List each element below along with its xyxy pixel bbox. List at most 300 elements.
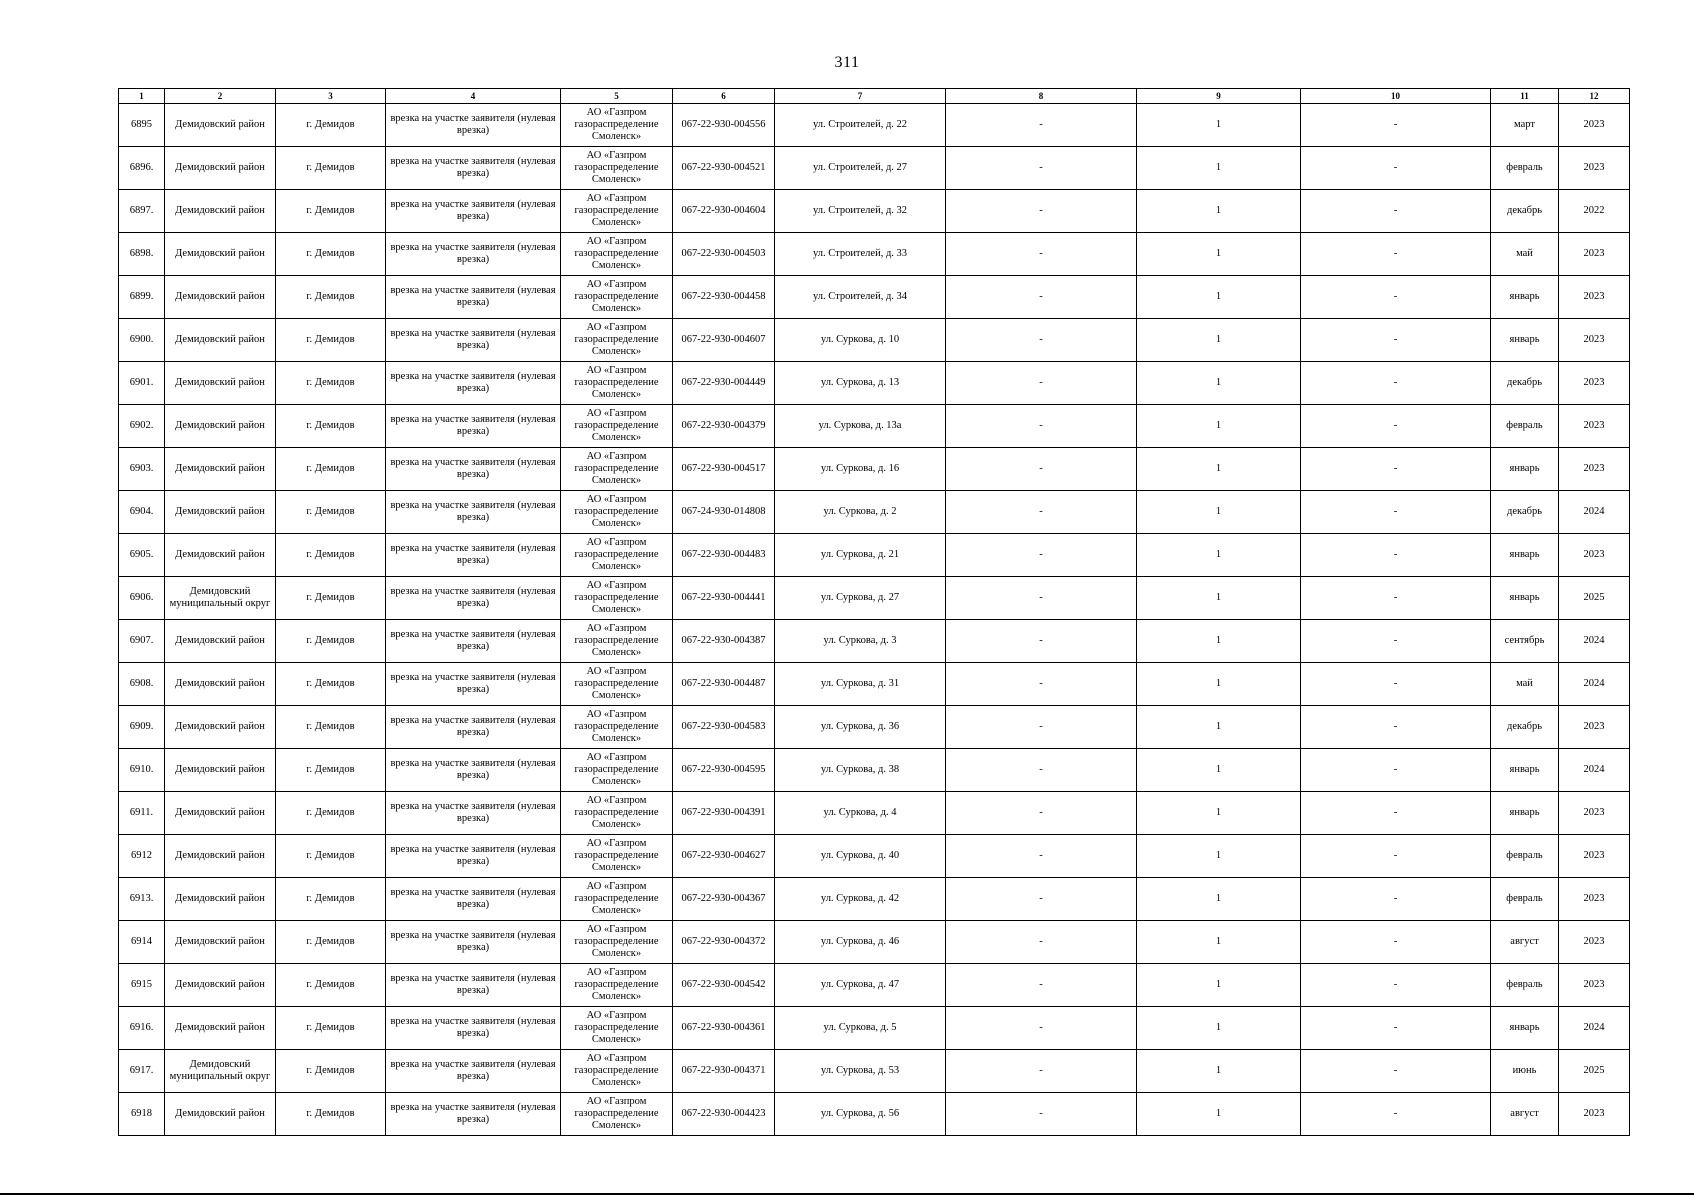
organization-cell: АО «Газпром газораспределение Смоленск» (561, 233, 673, 276)
district-cell: Демидовский район (165, 749, 276, 792)
address-cell: ул. Суркова, д. 27 (775, 577, 946, 620)
locality-cell: г. Демидов (276, 706, 386, 749)
month-cell: январь (1491, 448, 1559, 491)
object-code-cell: 067-22-930-004627 (673, 835, 775, 878)
column-8-cell: - (946, 663, 1137, 706)
row-number: 6913. (119, 878, 165, 921)
row-number: 6917. (119, 1050, 165, 1093)
month-cell: декабрь (1491, 706, 1559, 749)
organization-cell: АО «Газпром газораспределение Смоленск» (561, 276, 673, 319)
table-body (119, 104, 1630, 1136)
column-10-cell: - (1301, 491, 1491, 534)
column-number: 1 (119, 89, 165, 104)
month-cell: декабрь (1491, 362, 1559, 405)
address-cell: ул. Суркова, д. 4 (775, 792, 946, 835)
locality-cell: г. Демидов (276, 190, 386, 233)
column-9-cell: 1 (1137, 276, 1301, 319)
locality-cell: г. Демидов (276, 491, 386, 534)
month-cell: декабрь (1491, 190, 1559, 233)
object-code-cell: 067-22-930-004607 (673, 319, 775, 362)
column-number: 3 (276, 89, 386, 104)
column-number: 8 (946, 89, 1137, 104)
year-cell: 2023 (1559, 534, 1630, 577)
organization-cell: АО «Газпром газораспределение Смоленск» (561, 792, 673, 835)
column-10-cell: - (1301, 620, 1491, 663)
organization-cell: АО «Газпром газораспределение Смоленск» (561, 362, 673, 405)
address-cell: ул. Строителей, д. 27 (775, 147, 946, 190)
locality-cell: г. Демидов (276, 1007, 386, 1050)
locality-cell: г. Демидов (276, 276, 386, 319)
connection-type-cell: врезка на участке заявителя (нулевая врезка) (386, 233, 561, 276)
column-number: 9 (1137, 89, 1301, 104)
district-cell: Демидовский район (165, 620, 276, 663)
column-8-cell: - (946, 835, 1137, 878)
connection-type-cell: врезка на участке заявителя (нулевая врезка) (386, 405, 561, 448)
organization-cell: АО «Газпром газораспределение Смоленск» (561, 405, 673, 448)
locality-cell: г. Демидов (276, 663, 386, 706)
locality-cell: г. Демидов (276, 233, 386, 276)
month-cell: март (1491, 104, 1559, 147)
column-10-cell: - (1301, 1050, 1491, 1093)
table-row (119, 663, 1630, 706)
address-cell: ул. Суркова, д. 3 (775, 620, 946, 663)
month-cell: январь (1491, 792, 1559, 835)
table-row (119, 1050, 1630, 1093)
column-10-cell: - (1301, 792, 1491, 835)
address-cell: ул. Суркова, д. 21 (775, 534, 946, 577)
address-cell: ул. Суркова, д. 16 (775, 448, 946, 491)
year-cell: 2023 (1559, 276, 1630, 319)
column-8-cell: - (946, 749, 1137, 792)
column-10-cell: - (1301, 663, 1491, 706)
column-10-cell: - (1301, 448, 1491, 491)
table-row (119, 491, 1630, 534)
register-table (118, 88, 1630, 1136)
organization-cell: АО «Газпром газораспределение Смоленск» (561, 534, 673, 577)
column-9-cell: 1 (1137, 190, 1301, 233)
column-9-cell: 1 (1137, 104, 1301, 147)
locality-cell: г. Демидов (276, 792, 386, 835)
column-9-cell: 1 (1137, 792, 1301, 835)
address-cell: ул. Суркова, д. 40 (775, 835, 946, 878)
column-8-cell: - (946, 1050, 1137, 1093)
connection-type-cell: врезка на участке заявителя (нулевая врезка) (386, 362, 561, 405)
organization-cell: АО «Газпром газораспределение Смоленск» (561, 1007, 673, 1050)
column-10-cell: - (1301, 405, 1491, 448)
month-cell: февраль (1491, 147, 1559, 190)
column-8-cell: - (946, 921, 1137, 964)
column-10-cell: - (1301, 1093, 1491, 1136)
column-10-cell: - (1301, 577, 1491, 620)
locality-cell: г. Демидов (276, 147, 386, 190)
year-cell: 2023 (1559, 792, 1630, 835)
row-number: 6903. (119, 448, 165, 491)
column-8-cell: - (946, 362, 1137, 405)
month-cell: июнь (1491, 1050, 1559, 1093)
connection-type-cell: врезка на участке заявителя (нулевая врезка) (386, 448, 561, 491)
column-8-cell: - (946, 405, 1137, 448)
table-row (119, 706, 1630, 749)
column-8-cell: - (946, 534, 1137, 577)
organization-cell: АО «Газпром газораспределение Смоленск» (561, 749, 673, 792)
district-cell: Демидовский район (165, 534, 276, 577)
organization-cell: АО «Газпром газораспределение Смоленск» (561, 706, 673, 749)
column-number: 11 (1491, 89, 1559, 104)
locality-cell: г. Демидов (276, 964, 386, 1007)
column-9-cell: 1 (1137, 878, 1301, 921)
locality-cell: г. Демидов (276, 405, 386, 448)
locality-cell: г. Демидов (276, 1050, 386, 1093)
object-code-cell: 067-22-930-004521 (673, 147, 775, 190)
connection-type-cell: врезка на участке заявителя (нулевая врезка) (386, 792, 561, 835)
district-cell: Демидовский район (165, 190, 276, 233)
address-cell: ул. Суркова, д. 2 (775, 491, 946, 534)
connection-type-cell: врезка на участке заявителя (нулевая врезка) (386, 878, 561, 921)
organization-cell: АО «Газпром газораспределение Смоленск» (561, 663, 673, 706)
table-row (119, 1007, 1630, 1050)
object-code-cell: 067-22-930-004604 (673, 190, 775, 233)
column-10-cell: - (1301, 233, 1491, 276)
locality-cell: г. Демидов (276, 835, 386, 878)
month-cell: август (1491, 1093, 1559, 1136)
organization-cell: АО «Газпром газораспределение Смоленск» (561, 878, 673, 921)
year-cell: 2024 (1559, 749, 1630, 792)
row-number: 6905. (119, 534, 165, 577)
organization-cell: АО «Газпром газораспределение Смоленск» (561, 577, 673, 620)
column-9-cell: 1 (1137, 620, 1301, 663)
object-code-cell: 067-22-930-004441 (673, 577, 775, 620)
row-number: 6901. (119, 362, 165, 405)
table-row (119, 276, 1630, 319)
column-10-cell: - (1301, 104, 1491, 147)
address-cell: ул. Суркова, д. 13 (775, 362, 946, 405)
object-code-cell: 067-22-930-004391 (673, 792, 775, 835)
column-8-cell: - (946, 577, 1137, 620)
row-number: 6916. (119, 1007, 165, 1050)
organization-cell: АО «Газпром газораспределение Смоленск» (561, 147, 673, 190)
district-cell: Демидовский район (165, 663, 276, 706)
column-number: 12 (1559, 89, 1630, 104)
column-10-cell: - (1301, 190, 1491, 233)
column-number: 5 (561, 89, 673, 104)
address-cell: ул. Строителей, д. 22 (775, 104, 946, 147)
locality-cell: г. Демидов (276, 319, 386, 362)
column-8-cell: - (946, 1007, 1137, 1050)
month-cell: февраль (1491, 878, 1559, 921)
column-9-cell: 1 (1137, 233, 1301, 276)
organization-cell: АО «Газпром газораспределение Смоленск» (561, 1050, 673, 1093)
year-cell: 2023 (1559, 448, 1630, 491)
object-code-cell: 067-22-930-004361 (673, 1007, 775, 1050)
year-cell: 2023 (1559, 964, 1630, 1007)
table-row (119, 878, 1630, 921)
address-cell: ул. Суркова, д. 46 (775, 921, 946, 964)
district-cell: Демидовский район (165, 1007, 276, 1050)
object-code-cell: 067-22-930-004387 (673, 620, 775, 663)
object-code-cell: 067-22-930-004583 (673, 706, 775, 749)
year-cell: 2023 (1559, 104, 1630, 147)
district-cell: Демидовский район (165, 706, 276, 749)
column-8-cell: - (946, 448, 1137, 491)
column-9-cell: 1 (1137, 491, 1301, 534)
month-cell: февраль (1491, 405, 1559, 448)
connection-type-cell: врезка на участке заявителя (нулевая врезка) (386, 663, 561, 706)
address-cell: ул. Суркова, д. 38 (775, 749, 946, 792)
row-number: 6898. (119, 233, 165, 276)
row-number: 6912 (119, 835, 165, 878)
connection-type-cell: врезка на участке заявителя (нулевая врезка) (386, 1093, 561, 1136)
month-cell: февраль (1491, 835, 1559, 878)
table-row (119, 835, 1630, 878)
district-cell: Демидовский район (165, 835, 276, 878)
connection-type-cell: врезка на участке заявителя (нулевая врезка) (386, 534, 561, 577)
locality-cell: г. Демидов (276, 104, 386, 147)
table-row (119, 749, 1630, 792)
table-row (119, 319, 1630, 362)
column-10-cell: - (1301, 362, 1491, 405)
column-9-cell: 1 (1137, 663, 1301, 706)
column-10-cell: - (1301, 706, 1491, 749)
column-9-cell: 1 (1137, 835, 1301, 878)
locality-cell: г. Демидов (276, 921, 386, 964)
column-10-cell: - (1301, 1007, 1491, 1050)
column-number: 7 (775, 89, 946, 104)
column-8-cell: - (946, 276, 1137, 319)
column-10-cell: - (1301, 964, 1491, 1007)
month-cell: май (1491, 233, 1559, 276)
column-9-cell: 1 (1137, 1007, 1301, 1050)
row-number: 6906. (119, 577, 165, 620)
year-cell: 2024 (1559, 491, 1630, 534)
organization-cell: АО «Газпром газораспределение Смоленск» (561, 491, 673, 534)
year-cell: 2022 (1559, 190, 1630, 233)
table-row (119, 964, 1630, 1007)
year-cell: 2023 (1559, 835, 1630, 878)
month-cell: январь (1491, 577, 1559, 620)
year-cell: 2023 (1559, 233, 1630, 276)
locality-cell: г. Демидов (276, 878, 386, 921)
organization-cell: АО «Газпром газораспределение Смоленск» (561, 964, 673, 1007)
organization-cell: АО «Газпром газораспределение Смоленск» (561, 835, 673, 878)
column-8-cell: - (946, 104, 1137, 147)
table-row (119, 921, 1630, 964)
locality-cell: г. Демидов (276, 577, 386, 620)
address-cell: ул. Строителей, д. 32 (775, 190, 946, 233)
year-cell: 2023 (1559, 1093, 1630, 1136)
connection-type-cell: врезка на участке заявителя (нулевая врезка) (386, 577, 561, 620)
column-8-cell: - (946, 1093, 1137, 1136)
district-cell: Демидовский район (165, 792, 276, 835)
month-cell: май (1491, 663, 1559, 706)
object-code-cell: 067-22-930-004372 (673, 921, 775, 964)
district-cell: Демидовский район (165, 362, 276, 405)
row-number: 6918 (119, 1093, 165, 1136)
column-9-cell: 1 (1137, 362, 1301, 405)
connection-type-cell: врезка на участке заявителя (нулевая врезка) (386, 491, 561, 534)
table-row (119, 448, 1630, 491)
address-cell: ул. Суркова, д. 42 (775, 878, 946, 921)
column-10-cell: - (1301, 835, 1491, 878)
object-code-cell: 067-22-930-004556 (673, 104, 775, 147)
year-cell: 2023 (1559, 362, 1630, 405)
organization-cell: АО «Газпром газораспределение Смоленск» (561, 620, 673, 663)
year-cell: 2025 (1559, 1050, 1630, 1093)
year-cell: 2023 (1559, 319, 1630, 362)
row-number: 6897. (119, 190, 165, 233)
organization-cell: АО «Газпром газораспределение Смоленск» (561, 448, 673, 491)
table-row (119, 1093, 1630, 1136)
connection-type-cell: врезка на участке заявителя (нулевая врезка) (386, 319, 561, 362)
row-number: 6907. (119, 620, 165, 663)
district-cell: Демидовский район (165, 921, 276, 964)
connection-type-cell: врезка на участке заявителя (нулевая врезка) (386, 620, 561, 663)
organization-cell: АО «Газпром газораспределение Смоленск» (561, 921, 673, 964)
address-cell: ул. Суркова, д. 53 (775, 1050, 946, 1093)
address-cell: ул. Суркова, д. 31 (775, 663, 946, 706)
object-code-cell: 067-22-930-004483 (673, 534, 775, 577)
row-number: 6899. (119, 276, 165, 319)
table-row (119, 362, 1630, 405)
table-row (119, 104, 1630, 147)
column-number-row (119, 89, 1630, 104)
district-cell: Демидовский район (165, 964, 276, 1007)
row-number: 6915 (119, 964, 165, 1007)
month-cell: январь (1491, 749, 1559, 792)
table-row (119, 534, 1630, 577)
object-code-cell: 067-22-930-004595 (673, 749, 775, 792)
row-number: 6910. (119, 749, 165, 792)
column-8-cell: - (946, 190, 1137, 233)
row-number: 6911. (119, 792, 165, 835)
column-9-cell: 1 (1137, 448, 1301, 491)
table-row (119, 190, 1630, 233)
object-code-cell: 067-22-930-004458 (673, 276, 775, 319)
column-9-cell: 1 (1137, 706, 1301, 749)
year-cell: 2024 (1559, 1007, 1630, 1050)
row-number: 6895 (119, 104, 165, 147)
column-10-cell: - (1301, 276, 1491, 319)
column-9-cell: 1 (1137, 577, 1301, 620)
connection-type-cell: врезка на участке заявителя (нулевая врезка) (386, 749, 561, 792)
month-cell: январь (1491, 1007, 1559, 1050)
row-number: 6914 (119, 921, 165, 964)
month-cell: январь (1491, 534, 1559, 577)
month-cell: сентябрь (1491, 620, 1559, 663)
table-row (119, 577, 1630, 620)
column-9-cell: 1 (1137, 319, 1301, 362)
district-cell: Демидовский район (165, 1093, 276, 1136)
year-cell: 2023 (1559, 405, 1630, 448)
row-number: 6900. (119, 319, 165, 362)
address-cell: ул. Суркова, д. 13а (775, 405, 946, 448)
object-code-cell: 067-22-930-004487 (673, 663, 775, 706)
table-row (119, 792, 1630, 835)
column-10-cell: - (1301, 319, 1491, 362)
column-9-cell: 1 (1137, 749, 1301, 792)
connection-type-cell: врезка на участке заявителя (нулевая врезка) (386, 190, 561, 233)
address-cell: ул. Суркова, д. 47 (775, 964, 946, 1007)
column-9-cell: 1 (1137, 405, 1301, 448)
page-number: 311 (834, 54, 860, 71)
connection-type-cell: врезка на участке заявителя (нулевая врезка) (386, 835, 561, 878)
organization-cell: АО «Газпром газораспределение Смоленск» (561, 1093, 673, 1136)
row-number: 6896. (119, 147, 165, 190)
row-number: 6902. (119, 405, 165, 448)
connection-type-cell: врезка на участке заявителя (нулевая врезка) (386, 964, 561, 1007)
district-cell: Демидовский район (165, 276, 276, 319)
object-code-cell: 067-22-930-004379 (673, 405, 775, 448)
object-code-cell: 067-22-930-004371 (673, 1050, 775, 1093)
district-cell: Демидовский район (165, 491, 276, 534)
month-cell: декабрь (1491, 491, 1559, 534)
row-number: 6904. (119, 491, 165, 534)
organization-cell: АО «Газпром газораспределение Смоленск» (561, 104, 673, 147)
address-cell: ул. Суркова, д. 36 (775, 706, 946, 749)
column-10-cell: - (1301, 921, 1491, 964)
column-10-cell: - (1301, 749, 1491, 792)
district-cell: Демидовский район (165, 233, 276, 276)
column-number: 10 (1301, 89, 1491, 104)
table-row (119, 147, 1630, 190)
column-9-cell: 1 (1137, 964, 1301, 1007)
column-10-cell: - (1301, 534, 1491, 577)
address-cell: ул. Суркова, д. 5 (775, 1007, 946, 1050)
locality-cell: г. Демидов (276, 749, 386, 792)
column-9-cell: 1 (1137, 147, 1301, 190)
column-8-cell: - (946, 491, 1137, 534)
column-8-cell: - (946, 878, 1137, 921)
column-10-cell: - (1301, 878, 1491, 921)
column-number: 6 (673, 89, 775, 104)
object-code-cell: 067-22-930-004367 (673, 878, 775, 921)
year-cell: 2024 (1559, 620, 1630, 663)
address-cell: ул. Строителей, д. 33 (775, 233, 946, 276)
year-cell: 2023 (1559, 878, 1630, 921)
object-code-cell: 067-22-930-004517 (673, 448, 775, 491)
district-cell: Демидовский район (165, 405, 276, 448)
year-cell: 2023 (1559, 706, 1630, 749)
column-9-cell: 1 (1137, 1050, 1301, 1093)
organization-cell: АО «Газпром газораспределение Смоленск» (561, 319, 673, 362)
column-number: 2 (165, 89, 276, 104)
district-cell: Демидовский район (165, 448, 276, 491)
organization-cell: АО «Газпром газораспределение Смоленск» (561, 190, 673, 233)
column-9-cell: 1 (1137, 1093, 1301, 1136)
row-number: 6908. (119, 663, 165, 706)
column-8-cell: - (946, 319, 1137, 362)
connection-type-cell: врезка на участке заявителя (нулевая врезка) (386, 921, 561, 964)
district-cell: Демидовский район (165, 104, 276, 147)
locality-cell: г. Демидов (276, 1093, 386, 1136)
object-code-cell: 067-22-930-004423 (673, 1093, 775, 1136)
column-10-cell: - (1301, 147, 1491, 190)
column-8-cell: - (946, 706, 1137, 749)
table-header (119, 89, 1630, 104)
connection-type-cell: врезка на участке заявителя (нулевая врезка) (386, 706, 561, 749)
locality-cell: г. Демидов (276, 620, 386, 663)
month-cell: январь (1491, 319, 1559, 362)
year-cell: 2023 (1559, 921, 1630, 964)
table-row (119, 405, 1630, 448)
object-code-cell: 067-22-930-004503 (673, 233, 775, 276)
column-9-cell: 1 (1137, 534, 1301, 577)
address-cell: ул. Суркова, д. 10 (775, 319, 946, 362)
table-row (119, 620, 1630, 663)
address-cell: ул. Суркова, д. 56 (775, 1093, 946, 1136)
connection-type-cell: врезка на участке заявителя (нулевая врезка) (386, 147, 561, 190)
bottom-rule (0, 1193, 1694, 1195)
locality-cell: г. Демидов (276, 362, 386, 405)
